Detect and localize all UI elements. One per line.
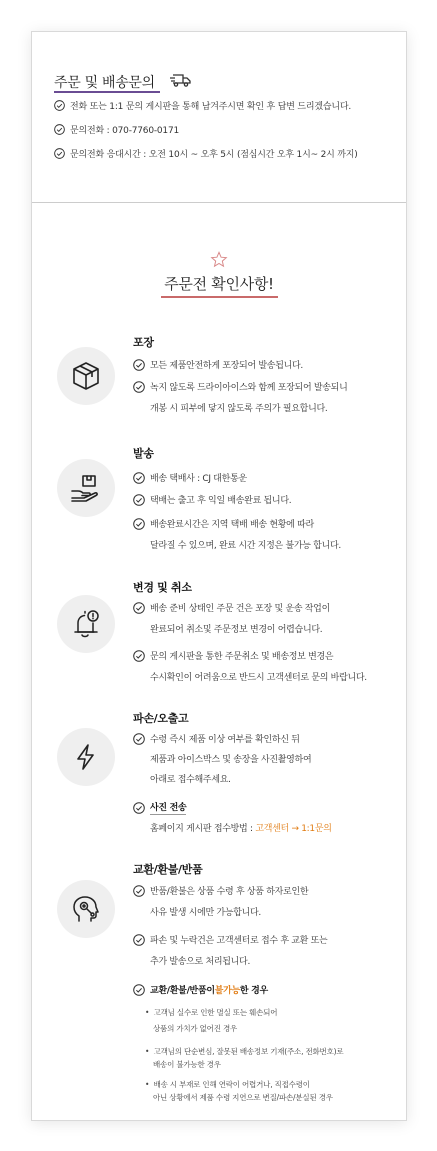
packing-item-continued: 개봉 시 피부에 닿지 않도록 주의가 필요합니다. [150, 404, 328, 414]
refund-impossible-heading [133, 983, 268, 996]
refund-impossible-word: 불가능 [214, 986, 240, 996]
packing-item-text: 녹지 않도록 드라이아이스와 함께 포장되어 발송되니 [150, 383, 348, 393]
bell-alert-icon [69, 607, 103, 641]
check-circle-icon [133, 984, 145, 996]
refund-item-continued: 사유 발생 시에만 가능합니다. [150, 908, 261, 918]
contact-line [54, 123, 179, 136]
check-circle-icon [133, 885, 145, 897]
contact-title-underline [54, 91, 160, 93]
check-circle-icon [133, 518, 145, 530]
check-circle-icon [54, 100, 65, 111]
notice-title-underline [161, 296, 278, 298]
section-divider [32, 202, 406, 203]
photo-upload-method-label: 홈페이지 게시판 접수방법 : [150, 824, 256, 834]
lightning-bolt-icon [69, 740, 103, 774]
packing-item [133, 358, 303, 371]
damage-item-text: 수령 즉시 제품 이상 여부를 확인하신 뒤 [150, 735, 300, 745]
change-item-continued: 수시확인이 어려움으로 반드시 고객센터로 문의 바랍니다. [150, 673, 367, 683]
refund-heading: 교환/환불/반품 [133, 863, 203, 876]
bullet-item: • 고객님의 단순변심, 잘못된 배송정보 기재(주소, 전화번호)로 [145, 1047, 344, 1056]
photo-upload-item [133, 800, 186, 815]
damage-heading: 파손/오출고 [133, 712, 189, 725]
contact-hours: 문의전화 응대시간 : 오전 10시 ~ 오후 5시 (점심시간 오후 1시~ 2시 까지) [70, 150, 358, 160]
check-circle-icon [54, 124, 65, 135]
contact-line [54, 99, 351, 112]
shipping-item [133, 471, 247, 484]
contact-line-text: 전화 또는 1:1 문의 게시판을 통해 남겨주시면 확인 후 답변 드리겠습니다. [70, 102, 351, 112]
check-circle-icon [54, 148, 65, 159]
shipping-item-text: 배송완료시간은 지역 택배 배송 현황에 따라 [150, 520, 314, 530]
damage-item [133, 732, 300, 745]
damage-icon-circle [57, 728, 115, 786]
shipping-item [133, 493, 291, 506]
refund-item [133, 933, 327, 946]
change-item [133, 649, 333, 662]
check-circle-icon [133, 381, 145, 393]
change-item-text: 배송 준비 상태인 주문 건은 포장 및 운송 작업이 [150, 604, 330, 614]
contact-line [54, 147, 358, 160]
refund-item [133, 884, 308, 897]
refund-item-text: 파손 및 누락건은 고객센터로 접수 후 교환 또는 [150, 936, 328, 946]
shipping-item-continued: 달라질 수 있으며, 완료 시간 지정은 불가능 합니다. [150, 541, 341, 551]
packing-item-text: 모든 제품안전하게 포장되어 발송됩니다. [150, 361, 303, 371]
damage-item-continued: 아래로 접수해주세요. [150, 775, 231, 785]
bullet-item-continued: 상품의 가치가 없어진 경우 [153, 1024, 238, 1033]
hand-package-icon [69, 471, 103, 505]
check-circle-icon [133, 934, 145, 946]
notice-card [31, 31, 407, 1121]
photo-upload-method [150, 821, 332, 834]
check-circle-icon [133, 733, 145, 745]
star-icon [210, 251, 228, 269]
check-circle-icon [133, 494, 145, 506]
change-item [133, 601, 330, 614]
check-circle-icon [133, 650, 145, 662]
packing-heading: 포장 [133, 336, 154, 349]
change-item-text: 문의 게시판을 통한 주문취소 및 배송정보 변경은 [150, 652, 334, 662]
head-gears-icon [69, 892, 103, 926]
bullet-item-continued: 아닌 상황에서 제품 수령 지연으로 변질/파손/분실된 경우 [153, 1093, 333, 1102]
change-item-continued: 완료되어 취소및 주문정보 변경이 어렵습니다. [150, 625, 323, 635]
shipping-item [133, 517, 314, 530]
damage-item-continued: 제품과 아이스박스 및 송장을 사진촬영하여 [150, 755, 312, 765]
packing-item [133, 380, 347, 393]
shipping-heading: 발송 [133, 447, 154, 460]
shipping-item-text: 택배는 출고 후 익일 배송완료 됩니다. [150, 496, 292, 506]
notice-title: 주문전 확인사항! [164, 275, 274, 293]
check-circle-icon [133, 472, 145, 484]
refund-item-continued: 추가 발송으로 처리됩니다. [150, 957, 251, 967]
bullet-item-continued: 배송이 불가능한 경우 [153, 1060, 221, 1069]
bullet-text: 배송 시 부재로 인해 연락이 어렵거나, 직접수령이 [153, 1080, 310, 1089]
check-circle-icon [133, 602, 145, 614]
shipping-icon-circle [57, 459, 115, 517]
refund-impossible-suffix: 한 경우 [239, 986, 268, 996]
bullet-text: 고객님 실수로 인한 멸실 또는 훼손되어 [153, 1008, 278, 1017]
photo-upload-title: 사진 전송 [150, 800, 186, 815]
delivery-truck-icon [170, 72, 192, 88]
customer-center-link[interactable]: 고객센터 → 1:1문의 [255, 824, 332, 834]
packing-icon-circle [57, 347, 115, 405]
change-heading: 변경 및 취소 [133, 581, 192, 594]
shipping-item-text: 배송 택배사 : CJ 대한통운 [150, 474, 247, 484]
change-icon-circle [57, 595, 115, 653]
refund-item-text: 반품/환불은 상품 수령 후 상품 하자로인한 [150, 887, 309, 897]
contact-phone: 문의전화 : 070-7760-0171 [70, 126, 180, 136]
bullet-text: 고객님의 단순변심, 잘못된 배송정보 기재(주소, 전화번호)로 [153, 1047, 344, 1056]
bullet-item: • 고객님 실수로 인한 멸실 또는 훼손되어 [145, 1008, 278, 1017]
contact-title: 주문 및 배송문의 [54, 75, 155, 91]
refund-icon-circle [57, 880, 115, 938]
package-box-icon [69, 359, 103, 393]
check-circle-icon [133, 359, 145, 371]
bullet-item: • 배송 시 부재로 인해 연락이 어렵거나, 직접수령이 [145, 1080, 310, 1089]
refund-impossible-prefix: 교환/환불/반품이 [150, 986, 215, 996]
check-circle-icon [133, 802, 145, 814]
